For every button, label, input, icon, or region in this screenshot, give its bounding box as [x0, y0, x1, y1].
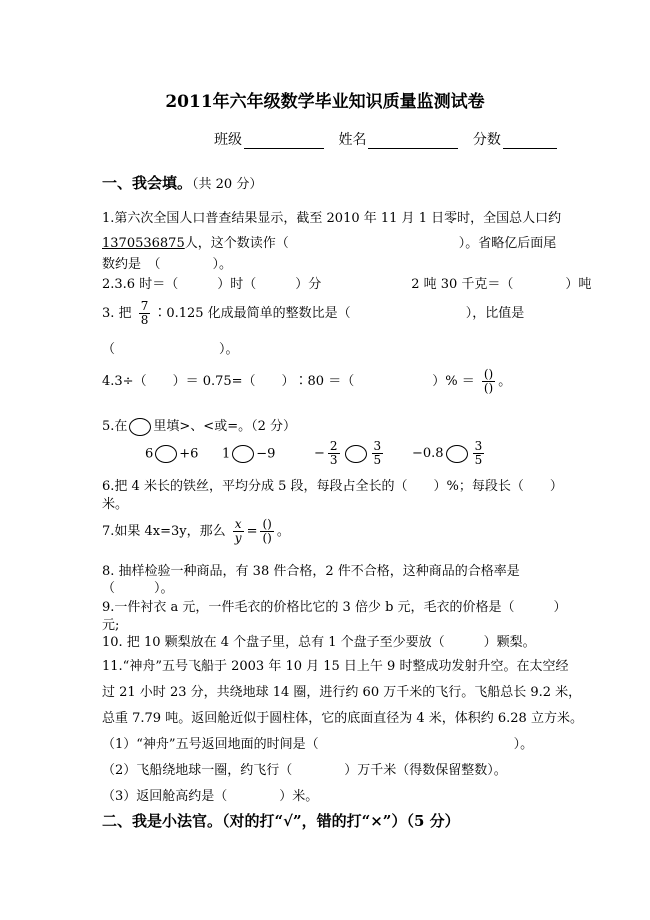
q4: 4.3÷（ ）＝ 0.75=（ ）∶80 ＝（ ）% ＝ $\frac{()}{()}$ 。	[102, 367, 512, 396]
section-2-heading: 二、我是小法官。（对的打“√”，错的打“×”）（5 分）	[102, 812, 460, 830]
q8-line2: （ ）。	[102, 581, 174, 596]
q11-line3: 总重 7.79 吨。返回舱近似于圆柱体，它的底面直径为 4 米，体积约 6.28 立方米。	[102, 711, 583, 726]
circle-icon	[129, 418, 151, 436]
q7: 7.如果 4x=3y，那么 $\frac{x}{y}$ = $\frac{()}{()}$ 。	[102, 517, 290, 546]
q5-item4: −0.8 $\frac{3}{5}$	[412, 439, 483, 468]
q5-item1: 6 +6	[145, 446, 199, 462]
q9-line1: 9.一件衬衣 a 元，一件毛衣的价格比它的 3 倍少 b 元，毛衣的价格是（ ）	[102, 600, 567, 615]
q8-line1: 8. 抽样检验一种商品，有 38 件合格，2 件不合格，这种商品的合格率是	[102, 564, 520, 579]
q9-line2: 元;	[102, 618, 120, 633]
q3-line2: （ ）。	[102, 342, 239, 357]
fraction-7-8: $\frac{7}{8}$	[140, 299, 149, 328]
q6-line2: 米。	[102, 497, 129, 512]
page-title: 2011年六年级数学毕业知识质量监测试卷	[165, 92, 485, 112]
q11-line2: 过 21 小时 23 分，共绕地球 14 圈，进行约 60 万千米的飞行。飞船总长 9.2 米，	[102, 685, 582, 700]
q6-line1: 6.把 4 米长的铁丝，平均分成 5 段，每段占全长的（ ）%；每段长（ ）	[102, 479, 563, 494]
q1-line2: 1370536875人，这个数读作（ ）。省略亿后面尾	[102, 236, 557, 251]
q2: 2.3.6 时＝（ ）时（ ）分 2 吨 30 千克＝（ ）吨	[102, 277, 592, 292]
q11-sub2: （2）飞船绕地球一圈，约飞行（ ）万千米（得数保留整数）。	[102, 763, 507, 778]
q5-instruction: 5.在 里填>、<或=。（2 分）	[102, 419, 296, 434]
q11-sub1: （1）“神舟”五号返回地面的时间是（ ）。	[102, 737, 534, 752]
class-label: 班级	[214, 132, 242, 148]
compare-circle-4[interactable]	[446, 445, 468, 463]
q10: 10. 把 10 颗梨放在 4 个盘子里，总有 1 个盘子至少要放（ ）颗梨。	[102, 635, 536, 650]
q11-line1: 11.“神舟”五号飞船于 2003 年 10 月 15 日上午 9 时整成功发射升空。在太空经	[102, 659, 569, 674]
q5-item3: − $\frac{2}{3}$ $\frac{3}{5}$	[314, 439, 382, 468]
q7-answer-fraction[interactable]: $\frac{()}{()}$	[262, 517, 272, 546]
q4-fraction[interactable]: $\frac{()}{()}$	[483, 367, 494, 396]
q1-line3: 数约是 （ ）。	[102, 257, 233, 272]
compare-circle-3[interactable]	[345, 445, 367, 463]
population-number: 1370536875	[102, 236, 185, 251]
name-label: 姓名	[338, 132, 367, 148]
compare-circle-2[interactable]	[232, 445, 254, 463]
score-label: 分数	[472, 132, 501, 148]
q1-line1: 1.第六次全国人口普查结果显示，截至 2010 年 11 月 1 日零时，全国总人口约	[102, 211, 562, 226]
q3-line1: 3. 把 $\frac{7}{8}$ ∶0.125 化成最简单的整数比是（ ），比值是	[102, 299, 525, 328]
section-1-heading: 一、我会填。（共 20 分）	[102, 174, 263, 192]
class-blank[interactable]	[244, 133, 324, 149]
score-blank[interactable]	[503, 133, 557, 149]
compare-circle-1[interactable]	[155, 445, 177, 463]
q11-sub3: （3）返回舱高约是（ ）米。	[102, 789, 319, 804]
student-info	[214, 129, 559, 149]
name-blank[interactable]	[368, 133, 458, 149]
q5-item2: 1 −9	[222, 446, 276, 462]
